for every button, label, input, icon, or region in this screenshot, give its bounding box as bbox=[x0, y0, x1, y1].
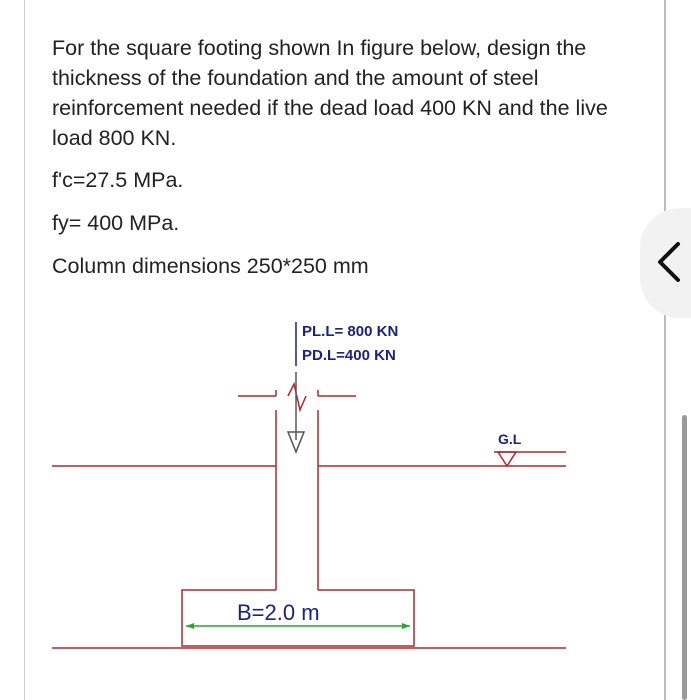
back-tab[interactable] bbox=[640, 208, 691, 318]
problem-statement: For the square footing shown In figure below, design the thickness of the foundation and the amount of steel reinforcement needed if the dead load 400 KN and the live load 800 KN. bbox=[52, 36, 608, 150]
fy-value: fy= 400 MPa. bbox=[52, 211, 180, 235]
fc-value: f'c=27.5 MPa. bbox=[52, 168, 184, 192]
footing-figure bbox=[0, 300, 640, 670]
chevron-left-icon[interactable] bbox=[654, 238, 684, 288]
column-dimensions: Column dimensions 250*250 mm bbox=[52, 254, 369, 278]
column-break-line bbox=[238, 384, 356, 410]
load-arrow bbox=[288, 372, 304, 452]
ground-level-label: G.L bbox=[498, 431, 522, 447]
dead-load-label: PD.L=400 KN bbox=[302, 347, 396, 364]
question-text bbox=[52, 33, 632, 153]
scrollbar[interactable] bbox=[682, 415, 687, 700]
live-load-label: PL.L= 800 KN bbox=[302, 323, 399, 340]
ground-level-symbol bbox=[498, 452, 516, 466]
footing-width-label: B=2.0 m bbox=[237, 600, 320, 625]
card-right-border bbox=[664, 0, 666, 700]
